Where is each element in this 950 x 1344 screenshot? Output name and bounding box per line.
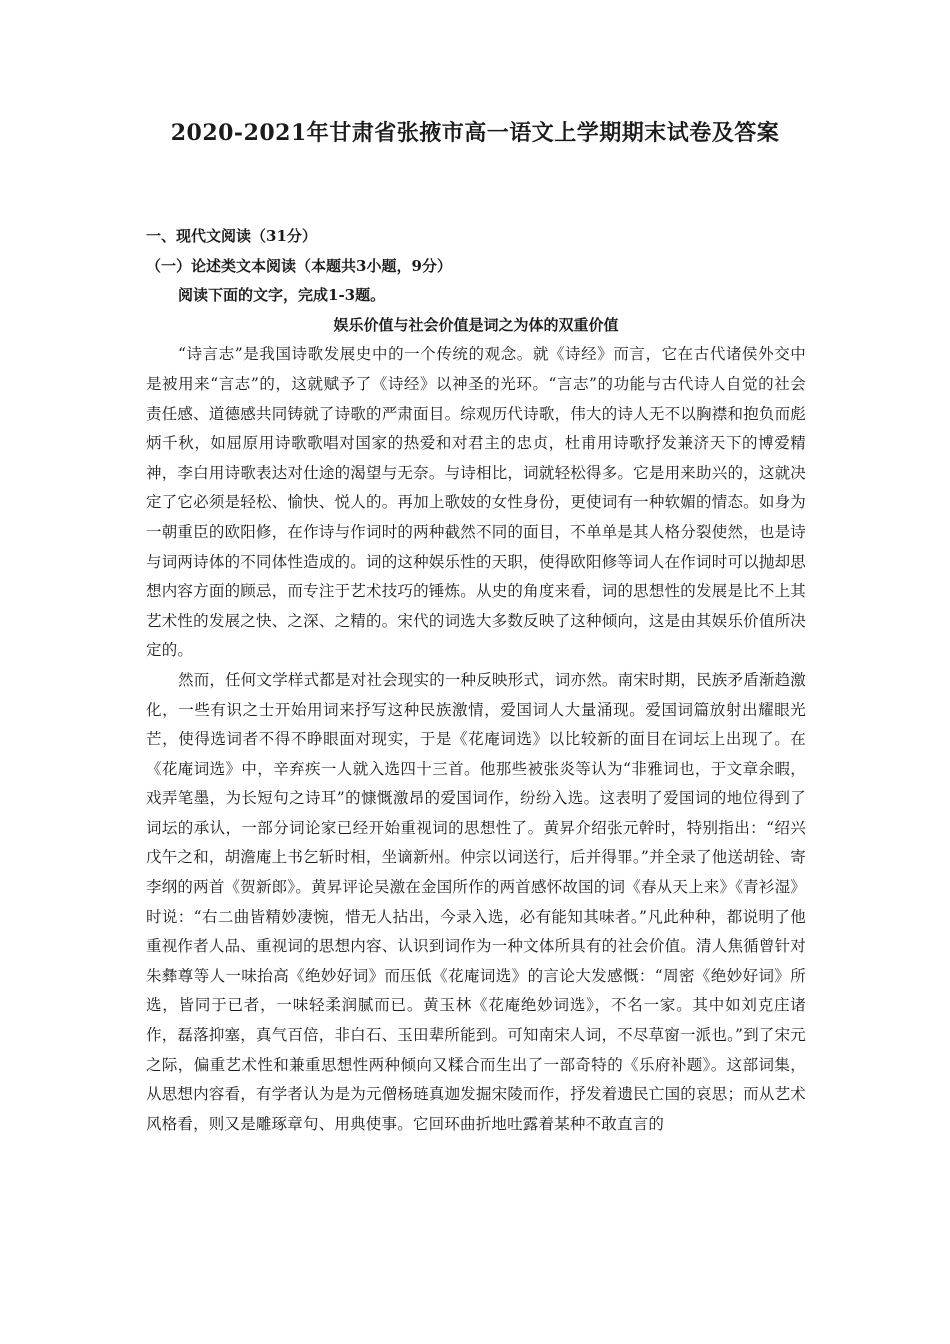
subsection-heading: （一）论述类文本阅读（本题共3小题，9分） — [146, 256, 452, 275]
article-title: 娱乐价值与社会价值是词之为体的双重价值 — [333, 315, 619, 334]
document-title: 2020-2021年甘肃省张掖市高一语文上学期期末试卷及答案 — [170, 120, 780, 146]
article-paragraph: “诗言志”是我国诗歌发展史中的一个传统的观念。就《诗经》而言，它在古代诸侯外交中是被用来“言志”的，这就赋予了《诗经》以神圣的光环。“言志”的功能与古代诗人自觉的社会责任感、道德感共同铸就了诗歌的严肃面目。综观历代诗歌，伟大的诗人无不以胸襟和抱负而彪炳千秋，如屈原用诗歌歌唱对国家的热爱和对君主的忠贞，杜甫用诗歌抒发兼济天下的博爱精神，李白用诗歌表达对仕途的渴望与无奈。与诗相比，词就轻松得多。它是用来助兴的，这就决定了它必须是轻松、愉快、悦人的。再加上歌妓的女性身份，更使词有一种软媚的情态。如身为一朝重臣的欧阳修，在作诗与作词时的两种截然不同的面目，不单单是其人格分裂使然，也是诗与词两诗体的不同体性造成的。词的这种娱乐性的天职，使得欧阳修等词人在作词时可以抛却思想内容方面的顾忌，而专注于艺术技巧的锤炼。从史的角度来看，词的思想性的发展是比不上其艺术性的发展之快、之深、之精的。宋代的词选大多数反映了这种倾向，这是由其娱乐价值所决定的。 — [146, 345, 806, 660]
article-paragraph: 然而，任何文学样式都是对社会现实的一种反映形式，词亦然。南宋时期，民族矛盾渐趋激化，一些有识之士开始用词来抒写这种民族激情，爱国词人大量涌现。爱国词篇放射出耀眼光芒，使得选词者不得不睁眼面对现实，于是《花庵词选》以比较新的面目在词坛上出现了。在《花庵词选》中，辛弃疾一人就入选四十三首。他那些被张炎等认为“非雅词也，于文章余暇，戏弄笔墨，为长短句之诗耳”的慷慨激昂的爱国词作，纷纷入选。这表明了爱国词的地位得到了词坛的承认，一部分词论家已经开始重视词的思想性了。黄昇介绍张元幹时，特别指出：“绍兴戊午之和，胡澹庵上书乞斩时相，坐谪新州。仲宗以词送行，后并得罪。”并全录了他送胡铨、寄李纲的两首《贺新郎》。黄昇评论吴激在金国所作的两首感怀故国的词《春从天上来》《青衫湿》时说：“右二曲皆精妙凄惋，惜无人拈出，今录入选，必有能知其味者。”凡此种种，都说明了他重视作者人品、重视词的思想内容、认识到词作为一种文体所具有的社会价值。清人焦循曾针对朱彝尊等人一味抬高《绝妙好词》而压低《花庵词选》的言论大发感慨：“周密《绝妙好词》所选，皆同于已者，一味轻柔润腻而已。黄玉林《花庵绝妙词选》，不名一家。其中如刘克庄诸作，磊落抑塞，真气百倍，非白石、玉田辈所能到。可知南宋人词，不尽草窗一派也。”到了宋元之际，偏重艺术性和兼重思想性两种倾向又糅合而生出了一部奇特的《乐府补题》。这部词集，从思想内容看，有学者认为是为元僧杨琏真迦发掘宋陵而作，抒发着遗民亡国的哀思；而从艺术风格看，则又是雕琢章句、用典使事。它回环曲折地吐露着某种不敢直言的 — [146, 670, 807, 1133]
reading-instruction: 阅读下面的文字，完成1-3题。 — [178, 286, 386, 305]
section-heading: 一、现代文阅读（31分） — [146, 227, 317, 245]
document-body — [146, 222, 806, 1139]
